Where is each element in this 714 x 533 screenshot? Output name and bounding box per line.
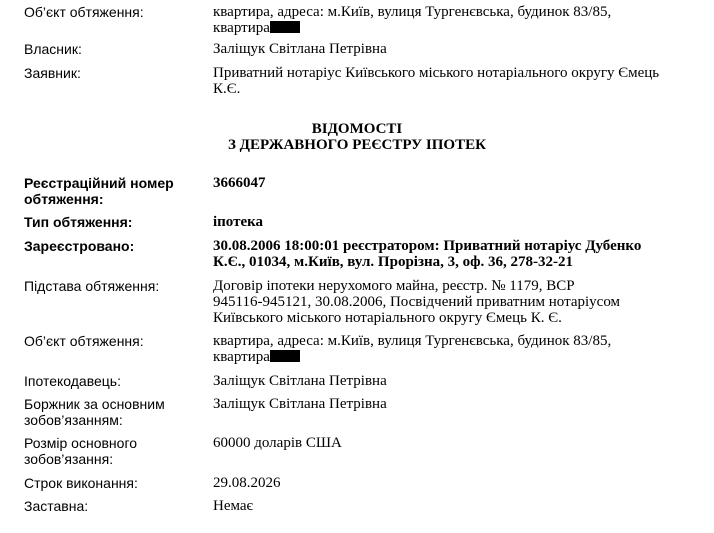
value-line-with-redaction bbox=[213, 20, 683, 36]
field-label bbox=[24, 175, 204, 207]
field-value bbox=[213, 278, 683, 326]
value-line: Приватний нотаріус Київського міського нотаріального округу Ємець bbox=[213, 65, 660, 81]
label-line: Боржник за основним bbox=[24, 396, 165, 412]
field-label: Іпотекодавець: bbox=[24, 373, 121, 389]
value-line: квартира, адреса: м.Київ, вулиця Тургенєвська, будинок 83/85, bbox=[213, 333, 612, 349]
field-value: іпотека bbox=[213, 214, 264, 230]
field-value: Заліщук Світлана Петрівна bbox=[213, 396, 387, 412]
field-label: Строк виконання: bbox=[24, 475, 138, 491]
value-line: 945116-945121, 30.08.2006, Посвідчений приватним нотаріусом bbox=[213, 294, 621, 310]
field-label: Підстава обтяження: bbox=[24, 278, 160, 294]
label-line: обтяження: bbox=[24, 191, 104, 207]
field-value bbox=[213, 333, 683, 365]
label-line: Розмір основного bbox=[24, 435, 138, 451]
field-label: Заявник: bbox=[24, 65, 81, 81]
value-line: квартира, адреса: м.Київ, вулиця Тургенєвська, будинок 83/85, bbox=[213, 4, 612, 20]
value-line: Договір іпотеки нерухомого майна, реєстр. № 1179, ВСР bbox=[213, 278, 575, 294]
field-value bbox=[213, 238, 683, 270]
value-line: К.Є. bbox=[213, 81, 241, 97]
field-value: Немає bbox=[213, 498, 253, 514]
field-value bbox=[213, 65, 683, 97]
field-value bbox=[213, 4, 683, 36]
field-value: 3666047 bbox=[213, 175, 266, 191]
field-value: 60000 доларів США bbox=[213, 435, 342, 451]
field-value: Заліщук Світлана Петрівна bbox=[213, 41, 387, 57]
field-value: Заліщук Світлана Петрівна bbox=[213, 373, 387, 389]
field-label: Об’єкт обтяження: bbox=[24, 4, 144, 20]
value-text: квартира bbox=[213, 349, 270, 365]
value-line: К.Є., 01034, м.Київ, вул. Прорізна, 3, оф. 36, 278-32-21 bbox=[213, 254, 573, 270]
field-label: Власник: bbox=[24, 41, 82, 57]
label-line: зобов’язанням: bbox=[24, 412, 123, 428]
field-label: Тип обтяження: bbox=[24, 214, 133, 230]
value-line: 30.08.2006 18:00:01 реєстратором: Приватний нотаріус Дубенко bbox=[213, 238, 642, 254]
field-label bbox=[24, 396, 204, 428]
field-label bbox=[24, 435, 204, 467]
label-line: Реєстраційний номер bbox=[24, 175, 174, 191]
value-line-with-redaction bbox=[213, 349, 683, 365]
section-heading-line1: ВІДОМОСТІ bbox=[311, 121, 403, 137]
redaction-block bbox=[270, 350, 300, 362]
label-line: зобов’язання: bbox=[24, 451, 114, 467]
value-text: квартира bbox=[213, 20, 270, 36]
field-value: 29.08.2026 bbox=[213, 475, 281, 491]
field-label: Заставна: bbox=[24, 498, 89, 514]
field-label: Об’єкт обтяження: bbox=[24, 333, 144, 349]
field-label: Зареєстровано: bbox=[24, 238, 135, 254]
section-heading-line2: З ДЕРЖАВНОГО РЕЄСТРУ ІПОТЕК bbox=[227, 137, 486, 153]
redaction-block bbox=[270, 21, 300, 33]
value-line: Київського міського нотаріального округу Ємець К. Є. bbox=[213, 310, 562, 326]
